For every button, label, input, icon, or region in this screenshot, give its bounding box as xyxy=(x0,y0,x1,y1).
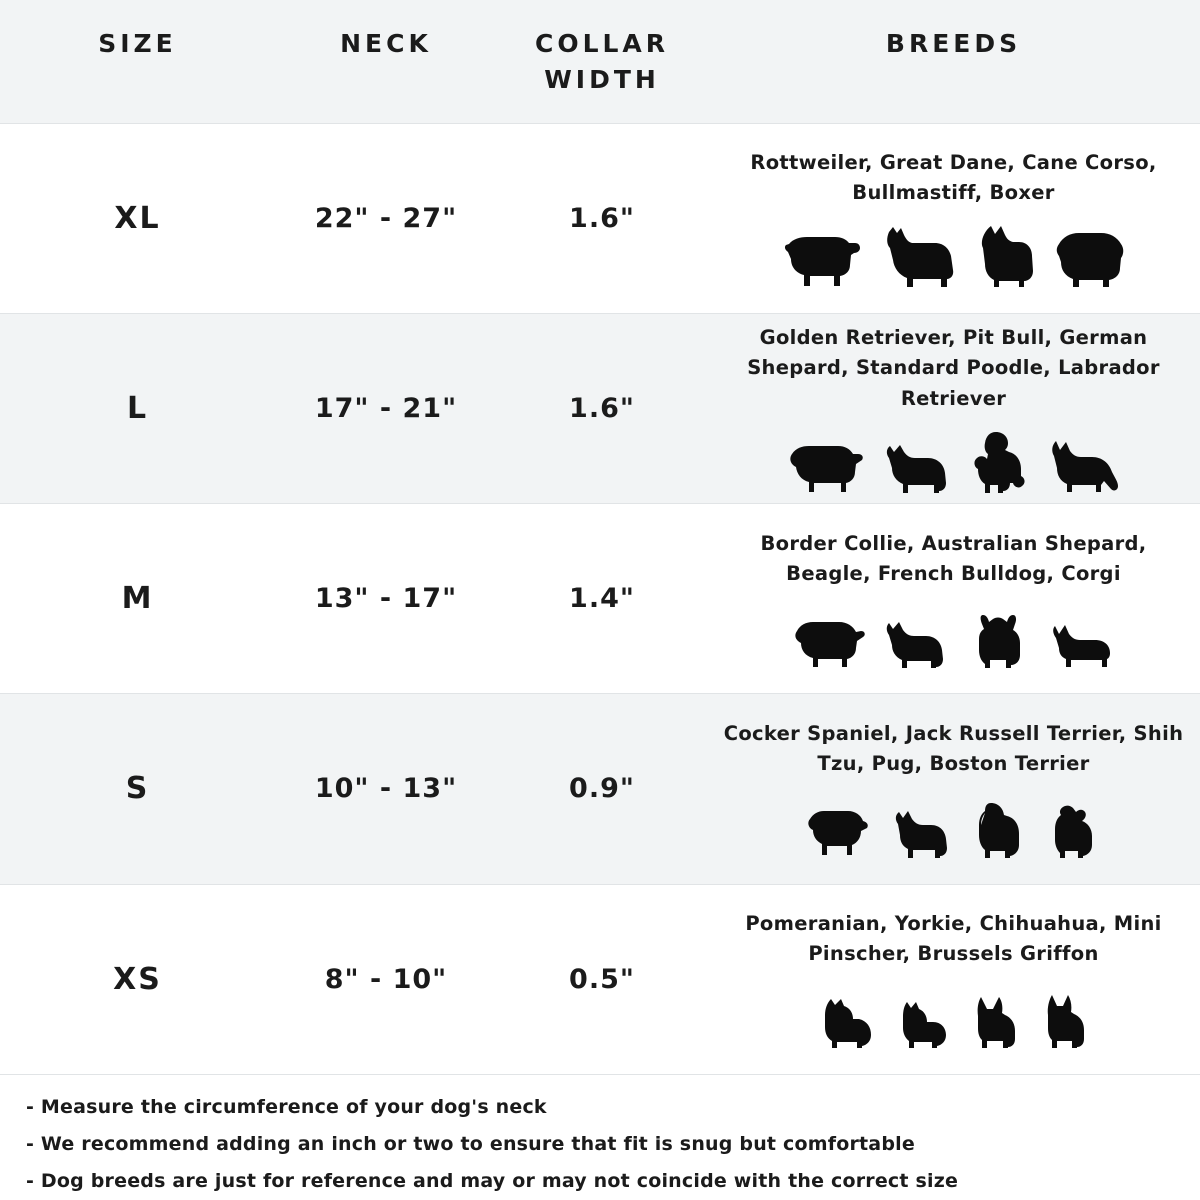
row-neck: 10" - 13" xyxy=(314,773,458,805)
header-collar-width-line2: WIDTH xyxy=(544,65,660,95)
header-breeds: BREEDS xyxy=(885,29,1022,58)
row-neck: 8" - 10" xyxy=(324,963,448,995)
border-collie-silhouette-icon xyxy=(793,617,865,669)
note-item: - We recommend adding an inch or two to ensure that fit is snug but comfortable xyxy=(26,1132,915,1155)
row-collar-width: 1.4" xyxy=(569,583,635,615)
header-collar-width xyxy=(497,26,707,99)
header-neck: NECK xyxy=(340,29,432,58)
row-breeds xyxy=(707,909,1200,1049)
row-size: M xyxy=(121,581,154,617)
row-breed-silhouettes xyxy=(805,787,1103,859)
cane-corso-silhouette-icon xyxy=(975,224,1037,288)
table-header-row xyxy=(0,0,1200,123)
golden-retriever-silhouette-icon xyxy=(788,442,864,494)
cocker-spaniel-silhouette-icon xyxy=(805,807,873,859)
shih-tzu-silhouette-icon xyxy=(971,801,1029,859)
row-size: L xyxy=(126,390,149,426)
german-shepherd-silhouette-icon xyxy=(1046,438,1120,494)
mini-pinscher-silhouette-icon xyxy=(1039,993,1091,1049)
row-breeds-text: Golden Retriever, Pit Bull, German Shepard, Standard Poodle, Labrador Retriever xyxy=(747,326,1160,410)
footer-notes xyxy=(0,1074,1200,1200)
row-breed-silhouettes xyxy=(783,216,1125,288)
table-row xyxy=(0,693,1200,883)
pit-bull-silhouette-icon xyxy=(882,440,952,494)
pug-silhouette-icon xyxy=(1047,803,1103,859)
table-row xyxy=(0,503,1200,693)
row-size: S xyxy=(125,771,150,807)
table-row xyxy=(0,884,1200,1074)
chihuahua-silhouette-icon xyxy=(969,995,1021,1049)
row-collar-width: 1.6" xyxy=(569,202,635,234)
row-breeds xyxy=(707,148,1200,288)
row-breeds-text: Cocker Spaniel, Jack Russell Terrier, Shih Tzu, Pug, Boston Terrier xyxy=(723,721,1184,775)
row-breeds-text: Rottweiler, Great Dane, Cane Corso, Bullmastiff, Boxer xyxy=(750,151,1157,205)
row-breeds xyxy=(707,529,1200,669)
beagle-silhouette-icon xyxy=(883,617,951,669)
row-breeds xyxy=(707,719,1200,859)
row-breeds xyxy=(707,323,1200,494)
note-item: - Measure the circumference of your dog's neck xyxy=(26,1095,547,1118)
table-row xyxy=(0,313,1200,503)
row-size: XL xyxy=(114,200,161,236)
row-breed-silhouettes xyxy=(817,977,1091,1049)
note-item: - Dog breeds are just for reference and may or may not coincide with the correct size xyxy=(26,1169,959,1192)
pomeranian-silhouette-icon xyxy=(817,995,877,1049)
row-size: XS xyxy=(113,961,162,997)
row-neck: 13" - 17" xyxy=(314,583,458,615)
row-collar-width: 0.5" xyxy=(569,963,635,995)
row-breed-silhouettes xyxy=(793,597,1115,669)
header-size: SIZE xyxy=(98,29,177,58)
bullmastiff-silhouette-icon xyxy=(1055,228,1125,288)
jack-russell-terrier-silhouette-icon xyxy=(891,807,953,859)
row-breeds-text: Border Collie, Australian Shepard, Beagle, French Bulldog, Corgi xyxy=(760,531,1147,585)
corgi-silhouette-icon xyxy=(1049,621,1115,669)
french-bulldog-silhouette-icon xyxy=(969,613,1031,669)
row-neck: 17" - 21" xyxy=(314,392,458,424)
great-dane-silhouette-icon xyxy=(879,226,957,288)
yorkie-silhouette-icon xyxy=(895,997,951,1049)
row-collar-width: 0.9" xyxy=(569,773,635,805)
table-row xyxy=(0,123,1200,313)
rottweiler-silhouette-icon xyxy=(783,230,861,288)
row-breed-silhouettes xyxy=(788,422,1120,494)
header-collar-width-line1: COLLAR xyxy=(534,29,670,58)
row-collar-width: 1.6" xyxy=(569,392,635,424)
row-neck: 22" - 27" xyxy=(314,202,458,234)
poodle-silhouette-icon xyxy=(970,430,1028,494)
row-breeds-text: Pomeranian, Yorkie, Chihuahua, Mini Pinscher, Brussels Griffon xyxy=(745,912,1162,966)
